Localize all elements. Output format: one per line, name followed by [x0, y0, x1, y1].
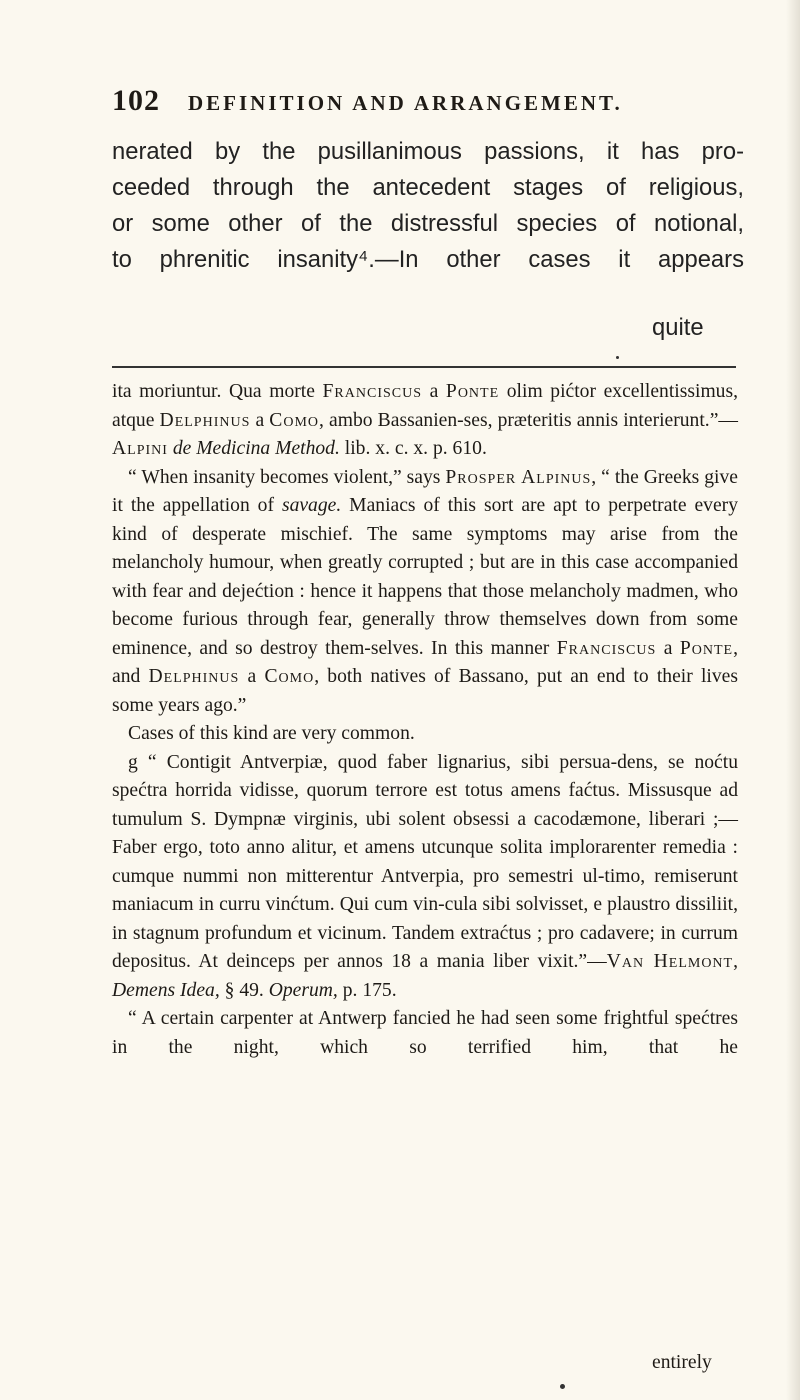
footnote-translation: “ When insanity becomes violent,” says Prosper Alpinus, “ the Greeks give it the appellation of savage. Maniacs of this sort are apt to perpetrate every kind of desperate mischief. The same symptoms may arise from the melancholy humour, when greatly corrupted ; but are in this case accompanied with fear and dejećtion : hence it happens that those melancholy madmen, who become furious through fear, generally throw themselves down from some eminence, and so destroy them-selves. In this manner Franciscus a Ponte, and Delphinus a Como, both natives of Bassano, put an end to their lives some years ago.”	[112, 466, 738, 716]
running-head	[112, 84, 742, 118]
page-number: 102	[112, 84, 160, 117]
main-line: to phrenitic insanity⁴.—In other cases it appears	[112, 246, 744, 273]
running-title: DEFINITION AND ARRANGEMENT.	[188, 91, 623, 115]
footnote-remark: Cases of this kind are very common.	[128, 723, 415, 744]
main-text	[112, 134, 744, 278]
main-line: or some other of the distressful species of notional,	[112, 210, 744, 237]
main-line: nerated by the pusillanimous passions, it has pro-	[112, 138, 744, 165]
catchword-bottom: entirely	[652, 1352, 712, 1373]
footnote-continuation: ita moriuntur. Qua morte Franciscus a Ponte olim pićtor excellentissimus, atque Delphinus a Como, ambo Bassanien-ses, præteritis annis interierunt.”—Alpini de Medicina Method. lib. x. c. x. p. 610.	[112, 381, 738, 459]
footnotes	[112, 378, 738, 1062]
footnote-rule	[112, 366, 736, 368]
signature-mark	[560, 1384, 565, 1389]
footnote-g-translation: “ A certain carpenter at Antwerp fancied he had seen some frightful spećtres in the night, which so terrified him, that he	[112, 1008, 738, 1058]
page-edge-shadow	[786, 0, 800, 1400]
main-line: ceeded through the antecedent stages of religious,	[112, 174, 744, 201]
footnote-g: g “ Contigit Antverpiæ, quod faber lignarius, sibi persua-dens, se noćtu spećtra horrida vidisse, quorum terrore est totus amens faćtus. Missusque ad tumulum S. Dympnæ virginis, ubi solent obsessi a cacodæmone, liberari ;—Faber ergo, toto anno alitur, et amens utcunque solita implorarenter remedia : cumque nummi non mitterentur Antverpia, pro semestri ul-timo, remiserunt maniacum in curru vinćtum. Qui cum vin-cula sibi solvisset, e plaustro dissiliit, in stagnum profundum et vicinum. Tandem extraćtus ; pro cadavere; in currum depositus. At deinceps per annos 18 a mania liber vixit.”—Van Helmont, Demens Idea, § 49. Operum, p. 175.	[112, 751, 739, 1001]
rule-mark	[616, 356, 619, 359]
catchword-top: quite	[652, 314, 704, 341]
